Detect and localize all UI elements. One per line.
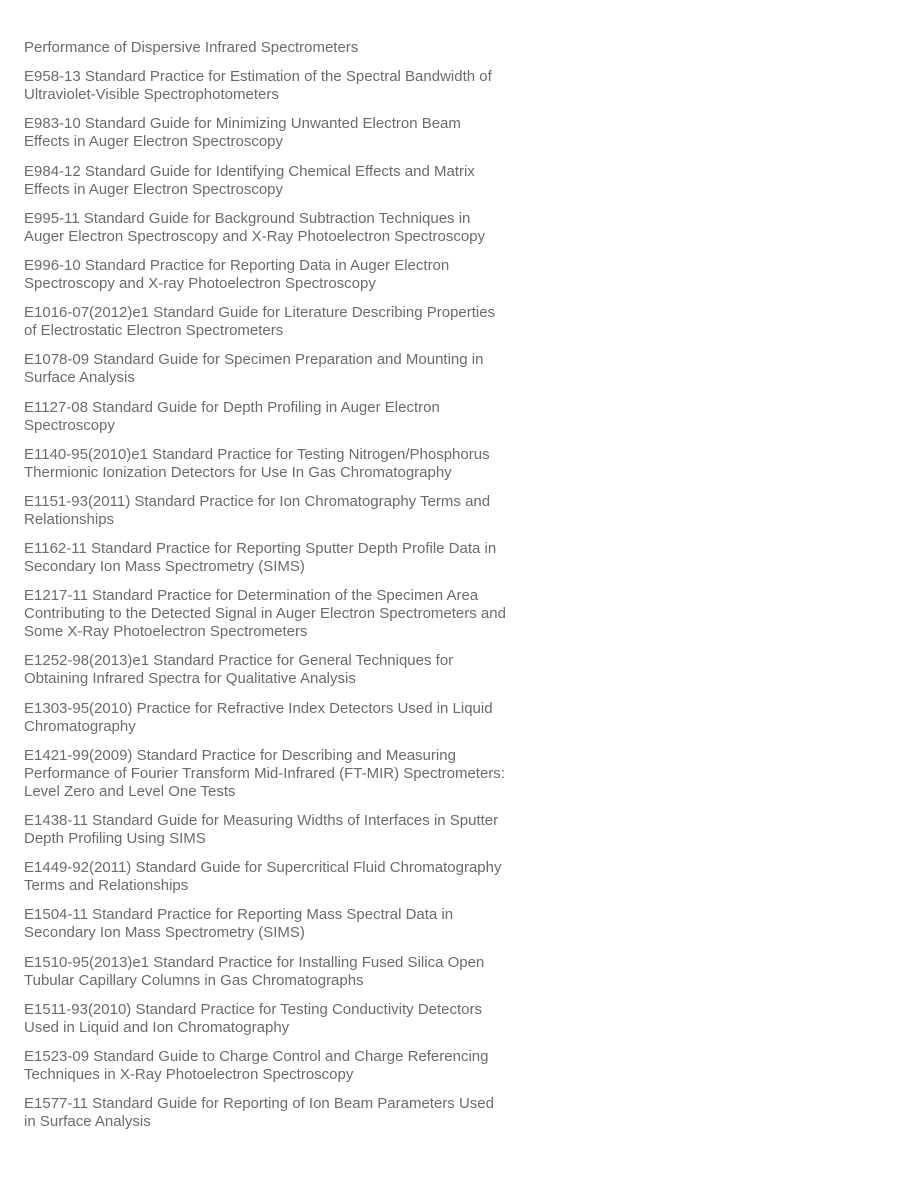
- standards-list: [24, 39, 544, 1142]
- list-item: E1016-07(2012)e1 Standard Guide for Literature Describing Properties of Electrostatic Electron Spectrometers: [24, 304, 496, 340]
- list-item: E984-12 Standard Guide for Identifying Chemical Effects and Matrix Effects in Auger Electron Spectroscopy: [24, 162, 475, 198]
- list-item: E1421-99(2009) Standard Practice for Describing and Measuring Performance of Fourier Transform Mid-Infrared (FT-MIR) Spectrometers: Level Zero and Level One Tests: [24, 746, 505, 800]
- list-item: E1127-08 Standard Guide for Depth Profiling in Auger Electron Spectroscopy: [24, 398, 440, 434]
- list-item: E958-13 Standard Practice for Estimation of the Spectral Bandwidth of Ultraviolet-Visible Spectrophotometers: [24, 68, 492, 104]
- list-item: E1303-95(2010) Practice for Refractive Index Detectors Used in Liquid Chromatography: [24, 699, 493, 735]
- list-item: E1523-09 Standard Guide to Charge Control and Charge Referencing Techniques in X-Ray Photoelectron Spectroscopy: [24, 1047, 489, 1083]
- list-item: E1078-09 Standard Guide for Specimen Preparation and Mounting in Surface Analysis: [24, 351, 484, 387]
- list-item: E1577-11 Standard Guide for Reporting of Ion Beam Parameters Used in Surface Analysis: [24, 1095, 494, 1131]
- list-item: Performance of Dispersive Infrared Spectrometers: [24, 39, 359, 56]
- list-item: E1217-11 Standard Practice for Determination of the Specimen Area Contributing to the Detected Signal in Auger Electron Spectrometers and Some X-Ray Photoelectron Spectrometers: [24, 587, 506, 641]
- list-item: E1151-93(2011) Standard Practice for Ion Chromatography Terms and Relationships: [24, 492, 491, 528]
- list-item: E1140-95(2010)e1 Standard Practice for Testing Nitrogen/Phosphorus Thermionic Ionization Detectors for Use In Gas Chromatography: [24, 445, 490, 481]
- list-item: E1510-95(2013)e1 Standard Practice for Installing Fused Silica Open Tubular Capillary Columns in Gas Chromatographs: [24, 953, 485, 989]
- list-item: E1511-93(2010) Standard Practice for Testing Conductivity Detectors Used in Liquid and Ion Chromatography: [24, 1000, 483, 1036]
- list-item: E1449-92(2011) Standard Guide for Supercritical Fluid Chromatography Terms and Relationships: [24, 859, 502, 895]
- list-item: E1504-11 Standard Practice for Reporting Mass Spectral Data in Secondary Ion Mass Spectrometry (SIMS): [24, 906, 454, 942]
- list-item: E996-10 Standard Practice for Reporting Data in Auger Electron Spectroscopy and X-ray Photoelectron Spectroscopy: [24, 256, 450, 292]
- list-item: E995-11 Standard Guide for Background Subtraction Techniques in Auger Electron Spectroscopy and X-Ray Photoelectron Spectroscopy: [24, 209, 486, 245]
- list-item: E1252-98(2013)e1 Standard Practice for General Techniques for Obtaining Infrared Spectra for Qualitative Analysis: [24, 652, 454, 688]
- list-item: E1162-11 Standard Practice for Reporting Sputter Depth Profile Data in Secondary Ion Mass Spectrometry (SIMS): [24, 540, 497, 576]
- list-item: E983-10 Standard Guide for Minimizing Unwanted Electron Beam Effects in Auger Electron Spectroscopy: [24, 115, 461, 151]
- list-item: E1438-11 Standard Guide for Measuring Widths of Interfaces in Sputter Depth Profiling Using SIMS: [24, 812, 499, 847]
